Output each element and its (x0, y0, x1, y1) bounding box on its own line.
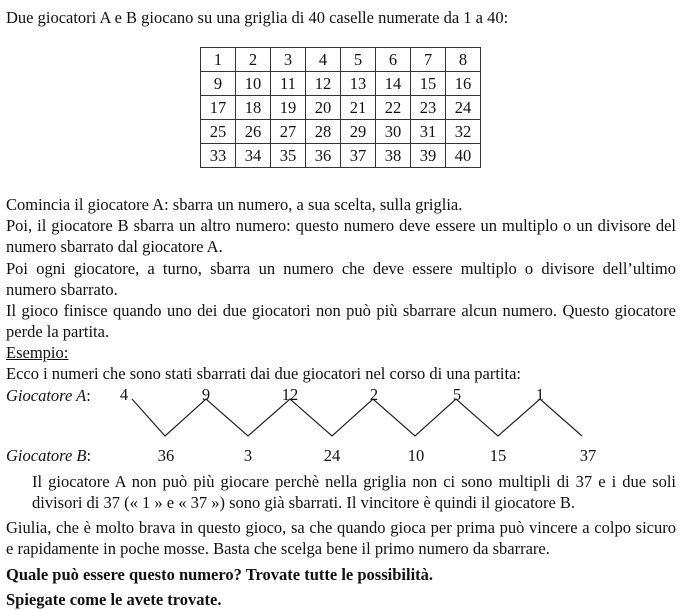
move-b-1: 36 (157, 446, 175, 465)
grid-cell: 10 (236, 72, 271, 96)
explanation-line-2: divisori di 37 (« 1 » e « 37 ») sono già sbarrati. Il vincitore è quindi il giocatore B. (32, 493, 576, 512)
grid-cell: 20 (306, 96, 341, 120)
grid-cell: 37 (341, 144, 376, 168)
rule-2-line-1: Poi, il giocatore B sbarra un altro numero: questo numero deve essere un multiplo o un divisore del (6, 216, 676, 235)
move-b-3: 24 (323, 446, 341, 465)
grid-cell: 15 (411, 72, 446, 96)
grid-cell: 34 (236, 144, 271, 168)
move-b-5: 15 (489, 446, 507, 465)
grid-cell: 17 (201, 96, 236, 120)
grid-cell: 21 (341, 96, 376, 120)
move-b-2: 3 (243, 446, 253, 465)
grid-cell: 27 (271, 120, 306, 144)
rule-4-line-1: Il gioco finisce quando uno dei due giocatori non può più sbarrare alcun numero. Questo giocatore (6, 301, 676, 320)
grid-cell: 1 (201, 48, 236, 72)
move-b-6: 37 (579, 446, 597, 465)
grid-cell: 36 (306, 144, 341, 168)
question-line-1: Quale può essere questo numero? Trovate tutte le possibilità. (6, 565, 434, 584)
grid-cell: 26 (236, 120, 271, 144)
grid-cell: 19 (271, 96, 306, 120)
rule-1: Comincia il giocatore A: sbarra un numero, a sua scelta, sulla griglia. (6, 195, 463, 214)
grid-cell: 22 (376, 96, 411, 120)
player-b-colon: : (86, 446, 92, 465)
move-a-2: 9 (201, 385, 211, 404)
grid-cell: 8 (446, 48, 481, 72)
story-line-1: Giulia, che è molto brava in questo gioco, sa che quando gioca per prima può vincere a colpo sicuro (6, 518, 676, 537)
rule-2-line-2: numero sbarrato dal giocatore A. (6, 237, 223, 256)
move-a-1: 4 (119, 385, 129, 404)
move-a-3: 12 (281, 385, 299, 404)
grid-cell: 35 (271, 144, 306, 168)
grid-cell: 25 (201, 120, 236, 144)
player-a-name: Giocatore A (6, 386, 87, 405)
story-line-2: e rapidamente in poche mosse. Basta che scelga bene il primo numero da sbarrare. (6, 539, 550, 558)
grid-cell: 11 (271, 72, 306, 96)
grid-cell: 3 (271, 48, 306, 72)
grid-cell: 4 (306, 48, 341, 72)
rule-3-line-1: Poi ogni giocatore, a turno, sbarra un numero che deve essere multiplo o divisore dell’ultimo (6, 259, 676, 278)
grid-cell: 30 (376, 120, 411, 144)
example-heading: Esempio: (6, 343, 69, 362)
grid-cell: 40 (446, 144, 481, 168)
grid-cell: 18 (236, 96, 271, 120)
grid-cell: 39 (411, 144, 446, 168)
player-b-name: Giocatore B (6, 446, 87, 465)
move-a-6: 1 (535, 385, 545, 404)
move-a-5: 5 (452, 385, 462, 404)
intro-text: Due giocatori A e B giocano su una griglia di 40 caselle numerate da 1 a 40: (6, 8, 509, 27)
grid-cell: 29 (341, 120, 376, 144)
grid-cell: 16 (446, 72, 481, 96)
grid-cell: 2 (236, 48, 271, 72)
grid-cell: 5 (341, 48, 376, 72)
grid-cell: 14 (376, 72, 411, 96)
grid-cell: 7 (411, 48, 446, 72)
grid-cell: 33 (201, 144, 236, 168)
move-a-4: 2 (369, 385, 379, 404)
player-a-colon: : (86, 386, 91, 405)
example-intro: Ecco i numeri che sono stati sbarrati dai due giocatori nel corso di una partita: (6, 364, 521, 383)
grid-cell: 12 (306, 72, 341, 96)
grid-cell: 31 (411, 120, 446, 144)
grid-cell: 13 (341, 72, 376, 96)
grid-cell: 24 (446, 96, 481, 120)
rule-3-line-2: numero sbarrato. (6, 280, 118, 299)
move-b-4: 10 (407, 446, 425, 465)
grid-cell: 23 (411, 96, 446, 120)
explanation-line-1: Il giocatore A non può più giocare perchè nella griglia non ci sono multipli di 37 e i due soli (32, 472, 676, 491)
grid-cell: 38 (376, 144, 411, 168)
grid-cell: 9 (201, 72, 236, 96)
rule-4-line-2: perde la partita. (6, 322, 110, 341)
question-line-2: Spiegate come le avete trovate. (6, 590, 222, 609)
grid-cell: 32 (446, 120, 481, 144)
grid-cell: 28 (306, 120, 341, 144)
grid-cell: 6 (376, 48, 411, 72)
